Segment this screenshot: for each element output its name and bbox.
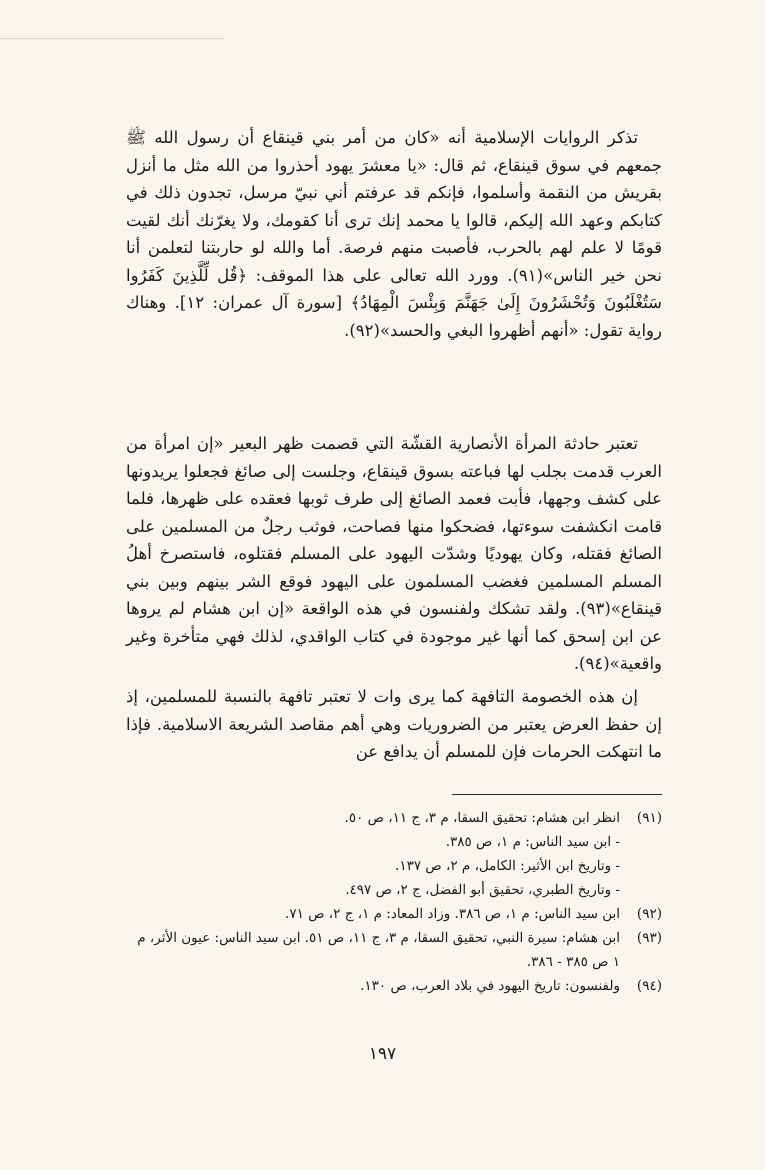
footnote-number: (٩٤)	[636, 978, 662, 994]
footnote-number	[620, 878, 662, 902]
footnote-text: - ابن سيد الناس: م ١، ص ٣٨٥.	[445, 834, 620, 850]
footnote-text: - وتاريخ الطبري، تحقيق أبو الفضل، ج ٢، ص ٤٩٧.	[345, 882, 620, 898]
footnote-text: انظر ابن هشام: تحقيق السقا، م ٣، ج ١١، ص ٥٠.	[344, 810, 620, 826]
footnote-number: (٩٢)	[636, 906, 662, 922]
footnote-divider	[452, 794, 662, 795]
footnote-text: ولفنسون: تاريخ اليهود في بلاد العرب، ص ١٣٠.	[360, 978, 620, 994]
footnote-number: (٩٣)	[636, 930, 662, 946]
footnote-text: - وتاريخ ابن الأثير: الكامل، م ٢، ص ١٣٧.	[395, 858, 620, 874]
paragraph-3	[126, 683, 662, 766]
footnotes	[126, 806, 662, 998]
page-number: ١٩٧	[368, 1044, 397, 1064]
paragraph-1	[126, 124, 662, 344]
footnote-text: ابن سيد الناس: م ١، ص ٣٨٦. وزاد المعاد: م ١، ج ٢، ص ٧١.	[285, 906, 620, 922]
footnote-number	[620, 854, 662, 878]
footnote	[126, 902, 662, 926]
top-divider	[0, 38, 225, 39]
footnote-number	[620, 830, 662, 854]
paragraph-text: تعتبر حادثة المرأة الأنصارية القشّة التي قصمت ظهر البعير «إن امرأة من العرب قدمت بجلب لها فباعته بسوق قينقاع، وجلست إلى صائغ فجعلوا يريدونها على كشف وجهها، فأبت فعمد الصائغ إلى طرف ثوبها فعقده على ظهرها، فلما قامت انكشفت سوءتها، فضحكوا منها فصاحت، فوثب رجلٌ من المسلمين على الصائغ فقتله، وكان يهوديًا وشدّت اليهود على المسلم فقتلوه، فاستصرخ أهلُ المسلم المسلمين فغضب المسلمون على اليهود فوقع الشر بينهم وبين بني قينقاع»(٩٣). ولقد تشكك ولفنسون في هذه الواقعة «إن ابن هشام لم يروها عن ابن إسحق كما أنها غير موجودة في كتاب الواقدي، لذلك فهي متأخرة وغير واقعية»(٩٤).	[126, 434, 662, 673]
paragraph-text: إن هذه الخصومة التافهة كما يرى وات لا تعتبر تافهة بالنسبة للمسلمين، إذ إن حفظ العرض يعتبر من الضروريات وهي أهم مقاصد الشريعة الاسلامية. فإذا ما انتهكت الحرمات فإن للمسلم أن يدافع عن	[126, 687, 662, 761]
paragraph-text: تذكر الروايات الإسلامية أنه «كان من أمر بني قينقاع أن رسول الله ﷺ جمعهم في سوق قينقاع، ثم قال: «يا معشرَ يهود أحذروا من الله مثل ما أنزل بقريش من النقمة وأسلموا، فإنكم قد عرفتم أني نبيّ مرسل، تجدون ذلك في كتابكم وعهد الله إليكم، قالوا يا محمد إنك ترى أنا كقومك، ولا يغرّنك أنك لقيت قومًا لا علم لهم بالحرب، فأصبت منهم فرصة. أما والله لو حاربتنا لتعلمن أنا نحن خير الناس»(٩١). وورد الله تعالى على هذا الموقف: ﴿قُل لِّلَّذِينَ كَفَرُوا سَتُغْلَبُونَ وَتُحْشَرُونَ إِلَىٰ جَهَنَّمَ وَبِئْسَ الْمِهَادُ﴾ [سورة آل عمران: ١٢]. وهناك رواية تقول: «أنهم أظهروا البغي والحسد»(٩٢).	[126, 128, 662, 340]
footnote	[126, 974, 662, 998]
footnote-text: ابن هشام: سيرة النبي، تحقيق السقا، م ٣، ج ١١، ص ٥١. ابن سيد الناس: عيون الأثر، م ١ ص ٣٨٥ - ٣٨٦.	[137, 930, 620, 970]
footnote-number: (٩١)	[636, 810, 662, 826]
footnote	[126, 830, 662, 854]
footnote	[126, 854, 662, 878]
footnote	[126, 926, 662, 974]
paragraph-2	[126, 430, 662, 678]
footnote	[126, 806, 662, 830]
footnote	[126, 878, 662, 902]
